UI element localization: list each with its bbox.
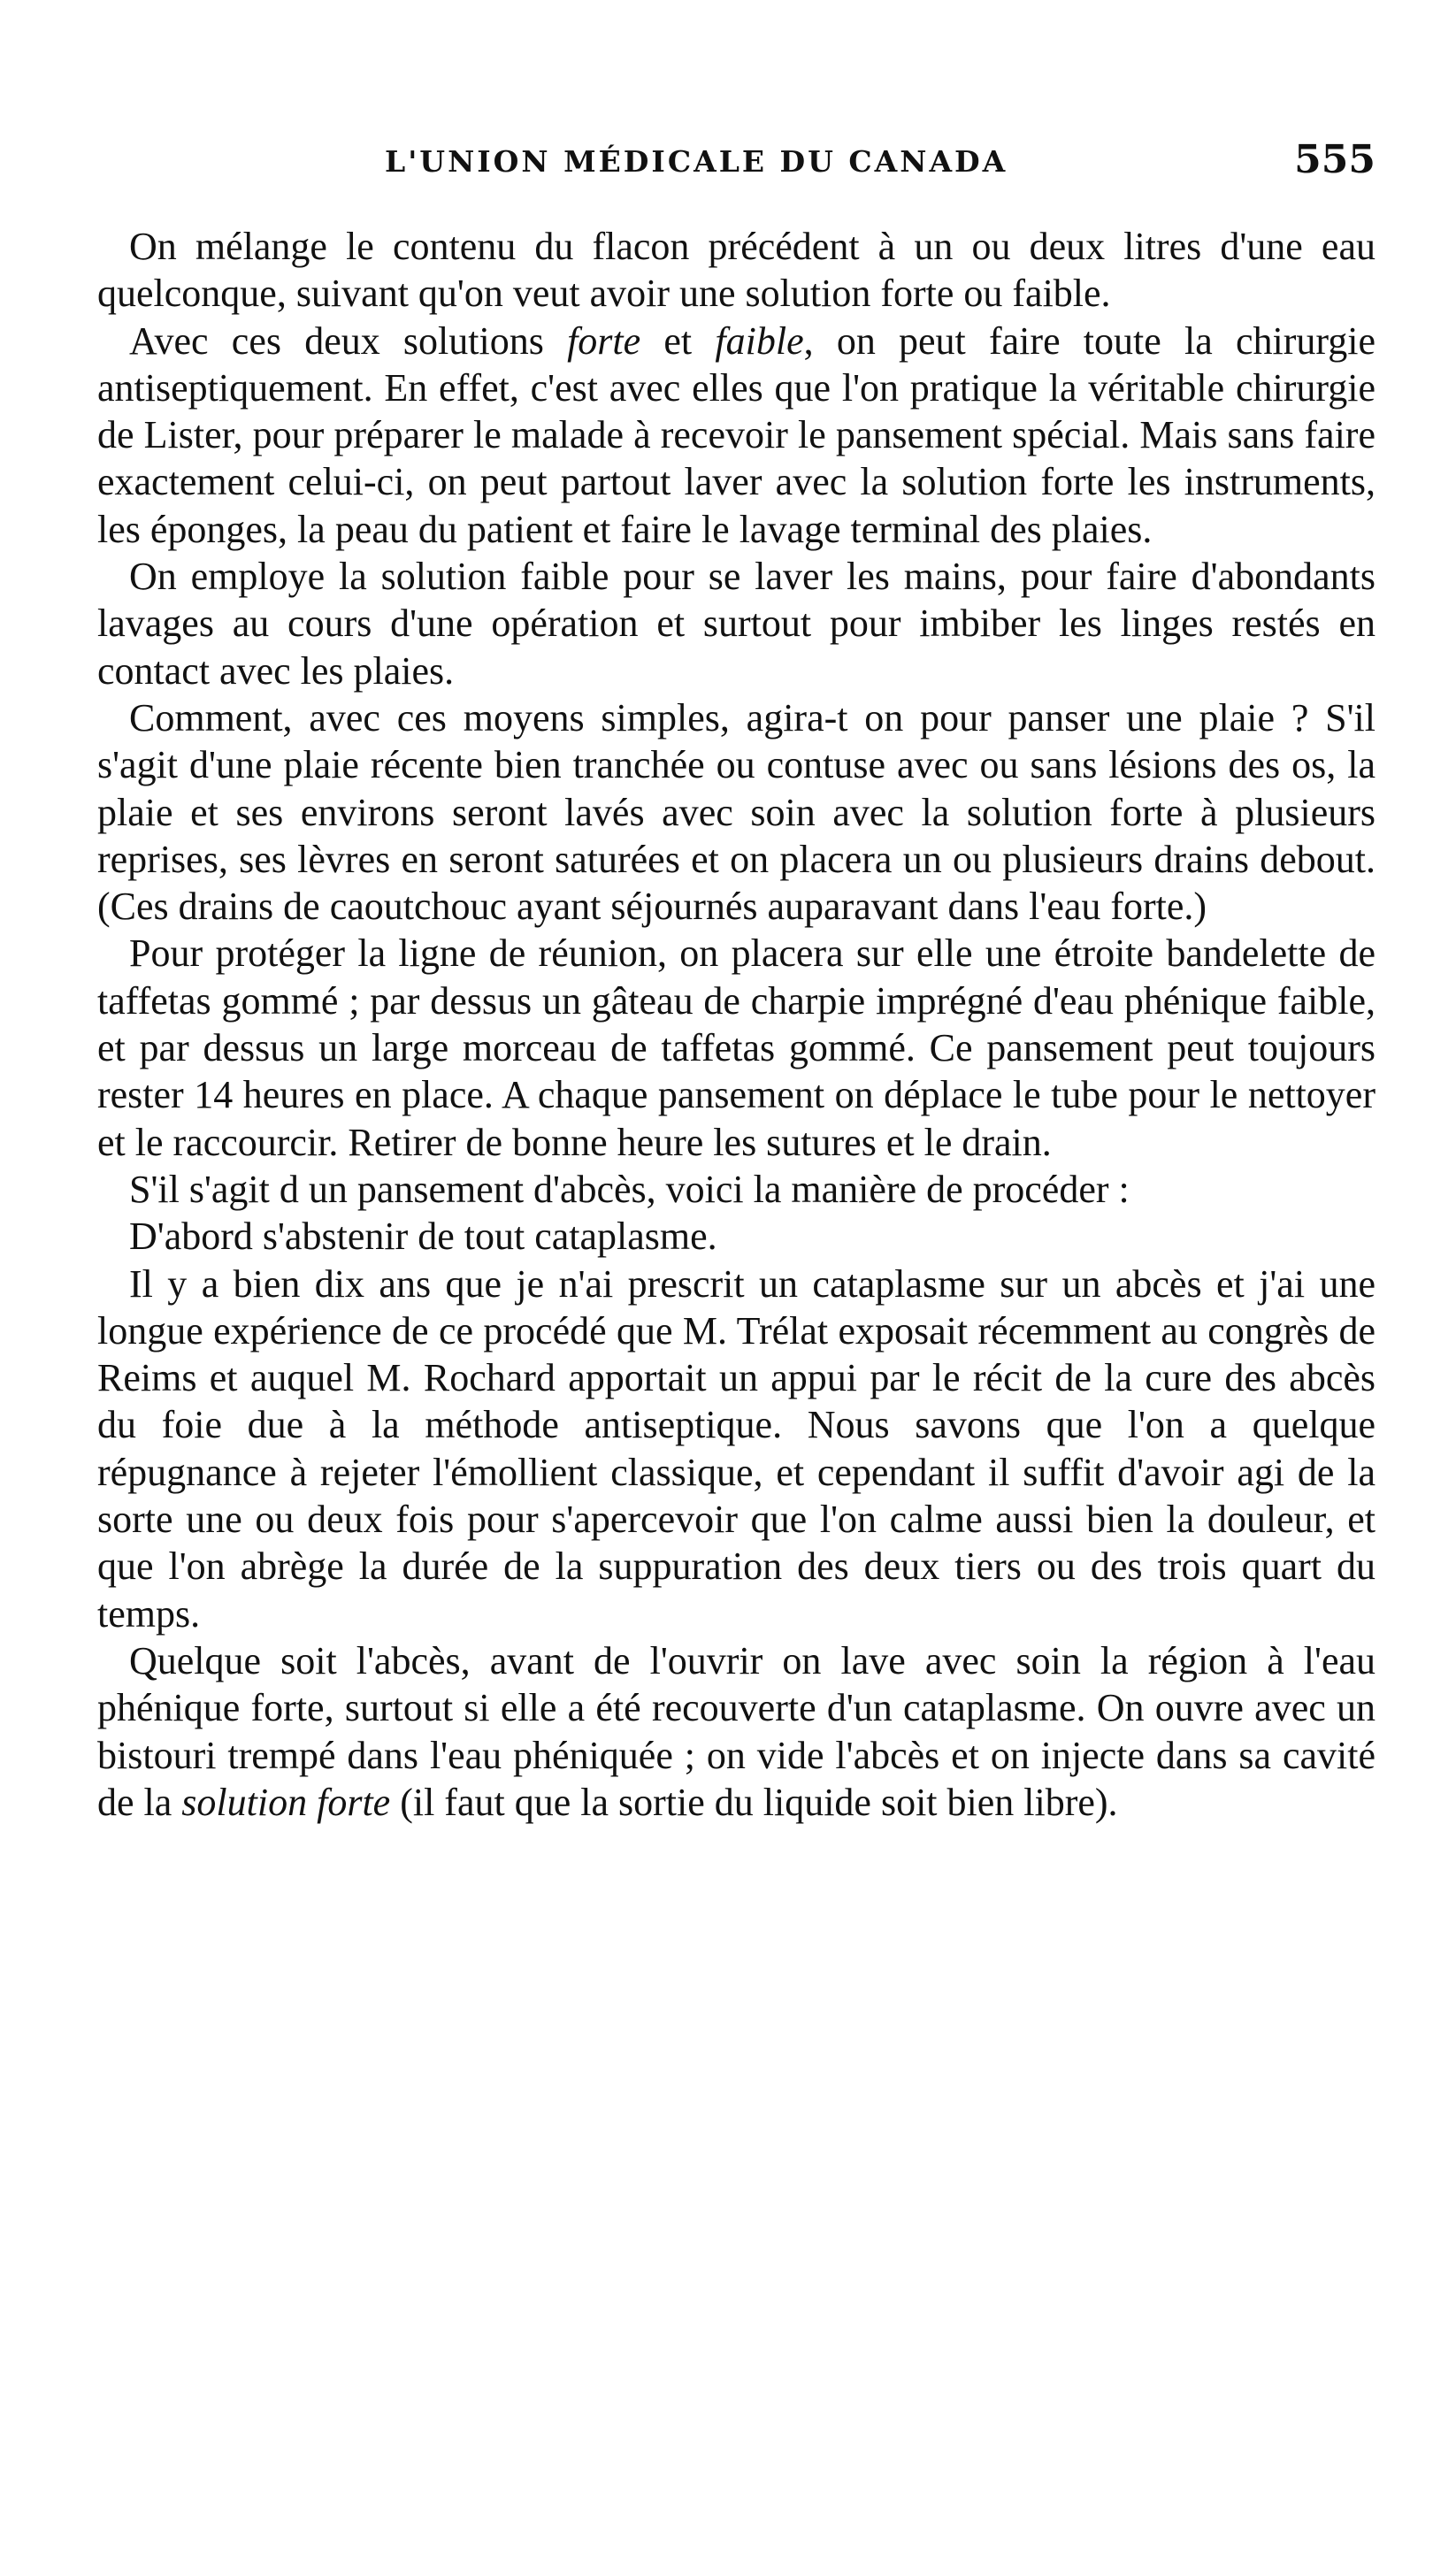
paragraph-text: Pour protéger la ligne de réunion, on placera sur elle une étroite bandelette de taffetas gommé ; par dessus un gâteau de charpie imprégné d'eau phénique faible, et par dessus un large morceau de taffetas gommé. Ce pansement peut toujours rester 14 heures en place. A chaque pansement on déplace le tube pour le nettoyer et le raccourcir. Retirer de bonne heure les sutures et le drain. [97, 931, 1376, 1164]
paragraph [97, 318, 1376, 553]
paragraph-text: S'il s'agit d un pansement d'abcès, voici la manière de procéder : [129, 1167, 1130, 1211]
paragraph-text: et [640, 318, 716, 363]
italic-term: forte [567, 318, 641, 363]
page-number: 555 [1294, 137, 1376, 182]
page-header [97, 137, 1376, 190]
paragraph [97, 1261, 1376, 1637]
paragraph-text: Comment, avec ces moyens simples, agira-t on pour panser une plaie ? S'il s'agit d'une plaie récente bien tranchée ou contuse avec ou sans lésions des os, la plaie et ses environs seront lavés avec soin avec la solution forte à plusieurs reprises, ses lèvres en seront saturées et on placera un ou plusieurs drains debout. (Ces drains de caoutchouc ayant séjournés auparavant dans l'eau forte.) [97, 695, 1376, 929]
paragraph [97, 694, 1376, 930]
paragraph-text: On employe la solution faible pour se laver les mains, pour faire d'abondants lavages au cours d'une opération et surtout pour imbiber les linges restés en contact avec les plaies. [97, 555, 1376, 693]
paragraph [97, 930, 1376, 1165]
paragraph [97, 223, 1376, 318]
paragraph-text: D'abord s'abstenir de tout cataplasme. [129, 1215, 717, 1259]
paragraph [97, 1213, 1376, 1260]
paragraph-text: Il y a bien dix ans que je n'ai prescrit un cataplasme sur un abcès et j'ai une longue expérience de ce procédé que M. Trélat exposait récemment au congrès de Reims et auquel M. Rochard apportait un appui par le récit de la cure des abcès du foie due à la méthode antiseptique. Nous savons que l'on a quelque répugnance à rejeter l'émollient classique, et cependant il suffit d'avoir agi de la sorte une ou deux fois pour s'apercevoir que l'on calme aussi bien la douleur, et que l'on abrège la durée de la suppuration des deux tiers ou des trois quart du temps. [97, 1261, 1376, 1636]
paragraph-text: , on peut faire toute la chirurgie antiseptiquement. En effet, c'est avec elles que l'on pratique la véritable chirurgie de Lister, pour préparer le malade à recevoir le pansement spécial. Mais sans faire exactement celui-ci, on peut partout laver avec la solution forte les instruments, les éponges, la peau du patient et faire le lavage terminal des plaies. [97, 318, 1376, 551]
paragraph [97, 1166, 1376, 1213]
paragraph-text: Quelque soit l'abcès, avant de l'ouvrir on lave avec soin la région à l'eau phénique forte, surtout si elle a été recouverte d'un cataplasme. On ouvre avec un bistouri trempé dans l'eau phéniquée ; on vide l'abcès et on injecte dans sa cavité de la [97, 1638, 1376, 1824]
italic-term: solution forte [181, 1780, 391, 1824]
running-title: L'UNION MÉDICALE DU CANADA [385, 144, 1008, 179]
paragraph-text: Avec ces deux solutions [129, 318, 568, 363]
paragraph [97, 1637, 1376, 1826]
paragraph [97, 553, 1376, 694]
paragraph-text: (il faut que la sortie du liquide soit bien libre). [390, 1780, 1118, 1824]
body-text [97, 223, 1376, 1826]
italic-term: faible [715, 318, 804, 363]
paragraph-text: On mélange le contenu du flacon précédent à un ou deux litres d'une eau quelconque, suivant qu'on veut avoir une solution forte ou faible. [97, 225, 1376, 316]
